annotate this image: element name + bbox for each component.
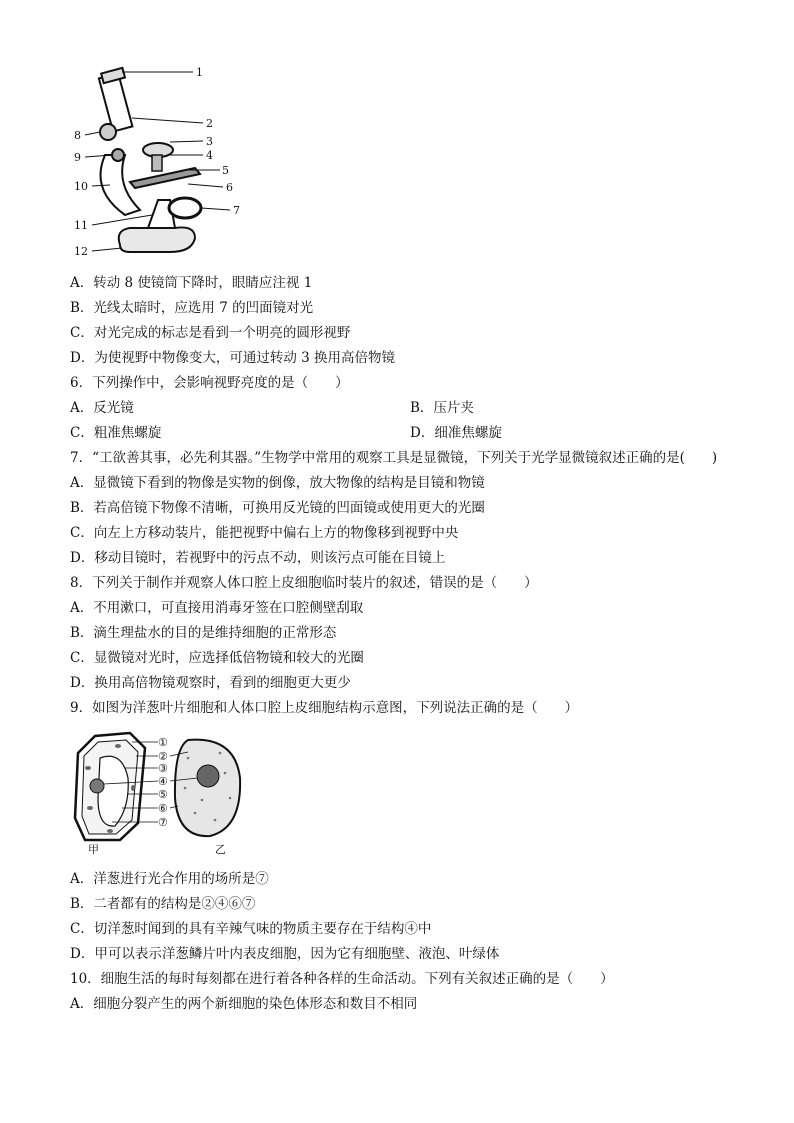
microscope-label-7: 7 (233, 204, 240, 217)
microscope-label-1: 1 (196, 66, 203, 79)
microscope-label-3: 3 (206, 135, 213, 148)
cell-label-1: ① (158, 736, 168, 749)
q5-option-d: D．为使视野中物像变大，可通过转动 3 换用高倍物镜 (70, 350, 395, 366)
q6-option-a: A．反光镜 (70, 400, 134, 416)
microscope-label-9: 9 (74, 151, 81, 164)
q9-option-d: D．甲可以表示洋葱鳞片叶内表皮细胞，因为它有细胞壁、液泡、叶绿体 (70, 946, 500, 962)
cell-label-2: ② (158, 750, 168, 763)
microscope-label-11: 11 (74, 219, 88, 232)
q5-option-c: C．对光完成的标志是看到一个明亮的圆形视野 (70, 325, 351, 341)
q8-option-a: A．不用漱口，可直接用消毒牙签在口腔侧壁刮取 (70, 600, 364, 616)
microscope-label-5: 5 (222, 164, 229, 177)
microscope-figure (70, 60, 270, 260)
cell-label-4: ④ (158, 775, 168, 788)
microscope-label-4: 4 (206, 149, 213, 162)
cell-label-7: ⑦ (158, 816, 168, 829)
microscope-label-10: 10 (74, 180, 88, 193)
q7-option-b: B．若高倍镜下物像不清晰，可换用反光镜的凹面镜或使用更大的光圈 (70, 500, 485, 516)
q10-stem: 10．细胞生活的每时每刻都在进行着各种各样的生命活动。下列有关叙述正确的是（ ） (70, 971, 614, 987)
q8-stem: 8．下列关于制作并观察人体口腔上皮细胞临时装片的叙述，错误的是（ ） (70, 575, 538, 591)
cell-b-label: 乙 (215, 843, 226, 856)
q8-option-c: C．显微镜对光时，应选择低倍物镜和较大的光圈 (70, 650, 364, 666)
cell-a-label: 甲 (88, 843, 99, 856)
microscope-label-6: 6 (226, 181, 233, 194)
q9-stem: 9．如图为洋葱叶片细胞和人体口腔上皮细胞结构示意图，下列说法正确的是（ ） (70, 700, 579, 716)
q5-option-a: A．转动 8 使镜筒下降时，眼睛应注视 1 (70, 275, 313, 291)
q6-option-b: B．压片夹 (410, 400, 474, 416)
q8-option-b: B．滴生理盐水的目的是维持细胞的正常形态 (70, 625, 337, 641)
q9-option-a: A．洋葱进行光合作用的场所是⑦ (70, 871, 269, 887)
q6-option-d: D．细准焦螺旋 (410, 425, 502, 441)
q7-option-d: D．移动目镜时，若视野中的污点不动，则该污点可能在目镜上 (70, 550, 446, 566)
q5-option-b: B．光线太暗时，应选用 7 的凹面镜对光 (70, 300, 314, 316)
q10-option-a: A．细胞分裂产生的两个新细胞的染色体形态和数目不相同 (70, 996, 418, 1012)
microscope-label-12: 12 (74, 245, 88, 258)
q6-stem: 6．下列操作中，会影响视野亮度的是（ ） (70, 375, 349, 391)
cell-label-3: ③ (158, 762, 168, 775)
q7-option-c: C．向左上方移动装片，能把视野中偏右上方的物像移到视野中央 (70, 525, 459, 541)
microscope-label-8: 8 (74, 129, 81, 142)
q6-option-c: C．粗准焦螺旋 (70, 425, 162, 441)
q7-stem: 7．“工欲善其事，必先利其器。”生物学中常用的观察工具是显微镜，下列关于光学显微镜叙述正确的是( ) (70, 450, 718, 466)
microscope-label-2: 2 (206, 117, 213, 130)
cell-structure-figure (70, 728, 250, 858)
cell-label-5: ⑤ (158, 788, 168, 801)
q9-option-b: B．二者都有的结构是②④⑥⑦ (70, 896, 256, 912)
q7-option-a: A．显微镜下看到的物像是实物的倒像，放大物像的结构是目镜和物镜 (70, 475, 485, 491)
cell-label-6: ⑥ (158, 802, 168, 815)
q8-option-d: D．换用高倍物镜观察时，看到的细胞更大更少 (70, 675, 351, 691)
q9-option-c: C．切洋葱时闻到的具有辛辣气味的物质主要存在于结构④中 (70, 921, 432, 937)
